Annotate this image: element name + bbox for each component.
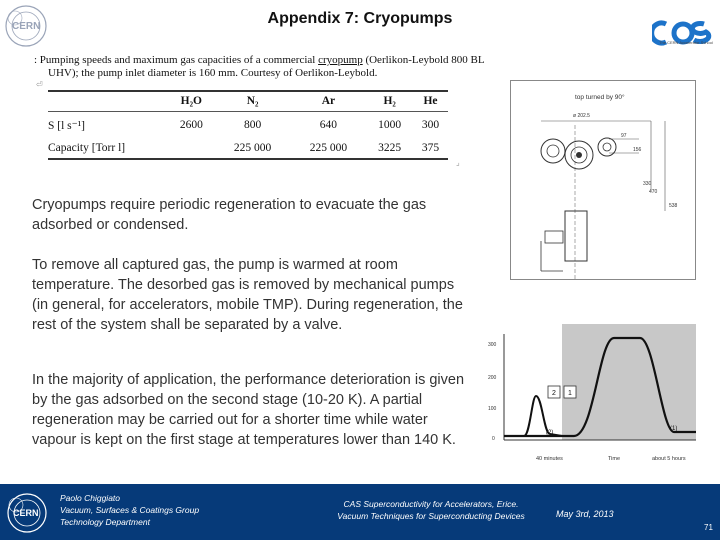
drawing-dim-e: 470 bbox=[649, 189, 658, 195]
caption-suffix: (Oerlikon-Leybold 800 BL bbox=[362, 54, 485, 66]
footer-event-block bbox=[320, 498, 542, 522]
table-caption bbox=[34, 54, 494, 80]
footer-department: Technology Department bbox=[60, 517, 150, 527]
table-cell: 640 bbox=[319, 119, 338, 131]
table-cell: 2600 bbox=[179, 119, 203, 131]
graph-box-1: 1 bbox=[568, 390, 572, 397]
footer-group: Vacuum, Surfaces & Coatings Group bbox=[60, 505, 200, 515]
drawing-dim-b: 97 bbox=[621, 133, 627, 139]
graph-y-tick: 100 bbox=[488, 406, 497, 412]
table-end-marker: ⌟ bbox=[456, 158, 460, 167]
drawing-label-top: top turned by 90° bbox=[575, 94, 625, 101]
drawing-dim-d: 330 bbox=[643, 181, 652, 187]
graph-x-label-2: Time bbox=[608, 456, 621, 462]
table-header-cell: N₂ bbox=[215, 91, 291, 112]
drawing-dim-a: ø 202.5 bbox=[573, 113, 590, 119]
graph-curve-1-label: (1) bbox=[670, 426, 678, 432]
svg-text:CERN: CERN bbox=[12, 21, 41, 32]
table-cell: 225 000 bbox=[215, 136, 291, 159]
paragraph-warming: To remove all captured gas, the pump is warmed at room temperature. The desorbed gas is removed by mechanical pumps (in general, for accelerators, mobile TMP). During regeneration, the rest of the system shall be separated by a valve. bbox=[32, 257, 463, 333]
table-cell bbox=[168, 136, 215, 159]
graph-y-tick: 200 bbox=[488, 375, 497, 381]
regeneration-graph-svg bbox=[484, 324, 696, 470]
table-header-cell: He bbox=[413, 91, 448, 112]
footer-author-block bbox=[60, 492, 199, 528]
drawing-dim-c: 156 bbox=[633, 147, 642, 153]
graph-x-label-3: about 5 hours bbox=[652, 456, 686, 462]
table-cell: 1000 bbox=[378, 119, 402, 131]
table-cell: 3225 bbox=[366, 136, 413, 159]
footer-cern-logo bbox=[6, 492, 48, 534]
table-cell: Capacity [Torr l] bbox=[48, 136, 168, 159]
svg-text:CERN: CERN bbox=[13, 508, 39, 518]
caption-prefix: : Pumping speeds and maximum gas capacities of a commercial bbox=[34, 54, 319, 66]
table-row bbox=[48, 112, 448, 137]
graph-box-2: 2 bbox=[552, 390, 556, 397]
table-header-row bbox=[48, 91, 448, 112]
table-header-cell: H₂ bbox=[366, 91, 413, 112]
cryopump-drawing bbox=[510, 80, 696, 280]
footer-page-number: 71 bbox=[704, 523, 713, 532]
cryopump-drawing-svg bbox=[511, 81, 697, 281]
table-cell: S [l s⁻¹] bbox=[48, 120, 85, 132]
paragraph-regeneration: Cryopumps require periodic regeneration to evacuate the gas adsorbed or condensed. bbox=[32, 197, 427, 233]
table-cell: 375 bbox=[413, 136, 448, 159]
cas-logo-subtitle: The CERN Accelerator School bbox=[659, 40, 713, 45]
paragraph-partial-regeneration: In the majority of application, the performance deterioration is given by the gas adsorbed on the second stage (10-20 K). A partial regeneration may be carried out for a shorter time while water vapour is kept on the first stage at temperatures lower than 140 K. bbox=[32, 372, 465, 448]
footer-date: May 3rd, 2013 bbox=[556, 509, 614, 519]
graph-x-label-1: 40 minutes bbox=[536, 456, 563, 462]
table-cell: 300 bbox=[421, 119, 440, 131]
caption-line2: UHV); the pump inlet diameter is 160 mm. Courtesy of Oerlikon-Leybold. bbox=[48, 67, 378, 79]
graph-y-tick: 300 bbox=[488, 342, 497, 348]
caption-link: cryopump bbox=[318, 54, 363, 66]
drawing-dim-f: 538 bbox=[669, 203, 678, 209]
table-anchor-marker: ⏎ bbox=[36, 80, 43, 89]
table-header-cell bbox=[48, 91, 168, 112]
footer-author: Paolo Chiggiato bbox=[60, 493, 121, 503]
footer-bar bbox=[0, 484, 720, 540]
graph-y-tick: 0 bbox=[492, 436, 495, 442]
footer-event-line1: CAS Superconductivity for Accelerators, Erice. bbox=[343, 499, 519, 509]
table-header-cell: H₂O bbox=[168, 91, 215, 112]
graph-curve-2-label: (2) bbox=[546, 430, 554, 436]
table-row bbox=[48, 136, 448, 159]
table-cell: 800 bbox=[243, 119, 262, 131]
footer-event-line2: Vacuum Techniques for Superconducting Devices bbox=[337, 511, 525, 521]
regeneration-graph bbox=[484, 324, 696, 470]
table-header-cell: Ar bbox=[290, 91, 366, 112]
table-cell: 225 000 bbox=[290, 136, 366, 159]
page-title: Appendix 7: Cryopumps bbox=[267, 10, 453, 27]
pump-data-table bbox=[48, 90, 448, 160]
